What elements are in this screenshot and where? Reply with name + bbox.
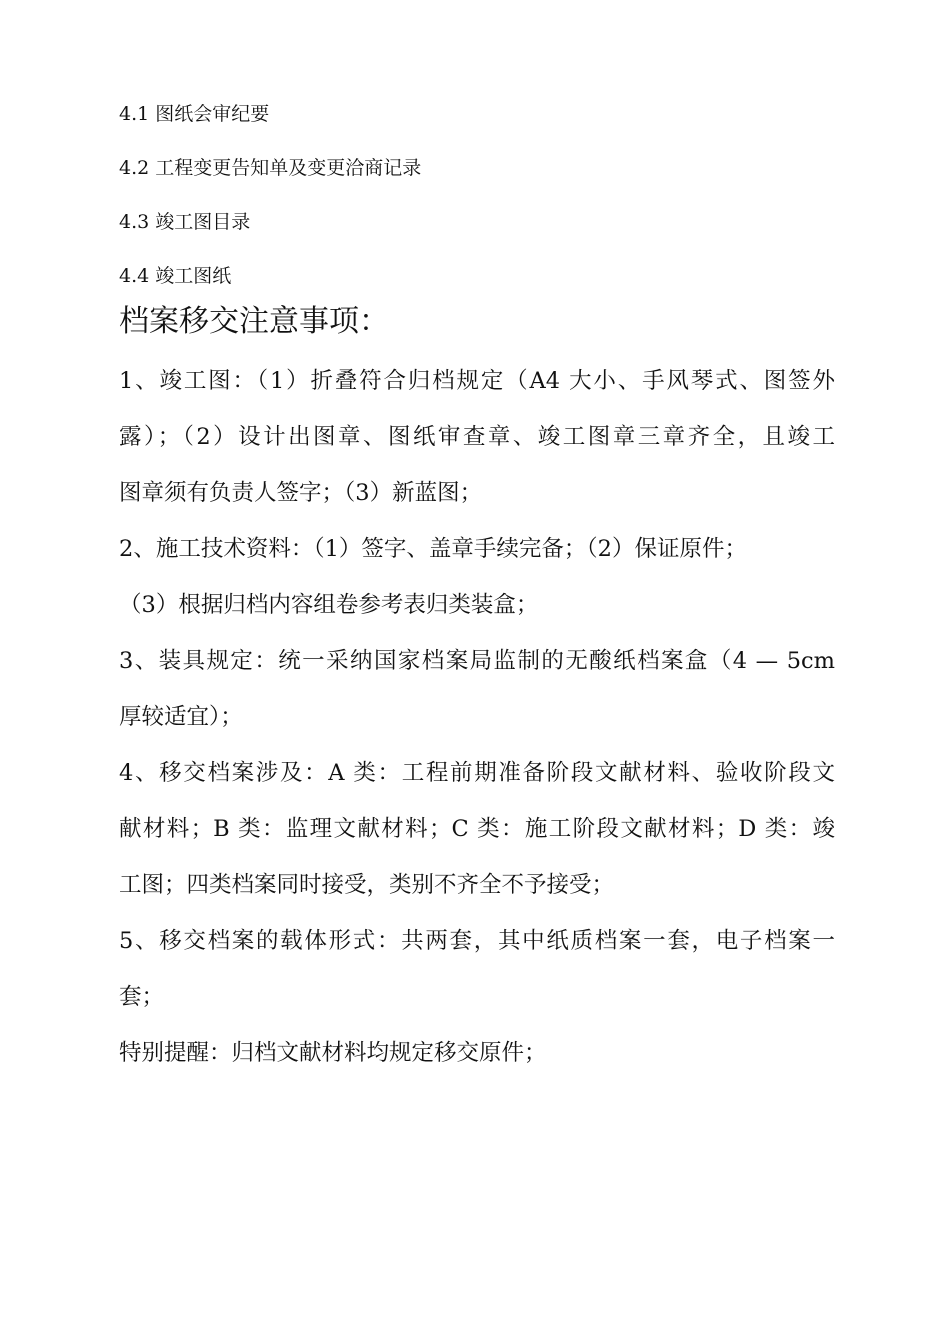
- paragraph-line: 5、移交档案的载体形式：共两套，其中纸质档案一套，电子档案一: [119, 928, 835, 954]
- paragraph-line: 献材料；B 类：监理文献材料；C 类：施工阶段文献材料；D 类：竣: [119, 816, 835, 842]
- paragraph-line: 1、竣工图：（1）折叠符合归档规定（A4 大小、手风琴式、图签外: [119, 368, 835, 394]
- paragraph-line: 厚较适宜）；: [119, 704, 243, 730]
- paragraph-line: 套；: [119, 984, 165, 1010]
- paragraph-line: 2、施工技术资料：（1）签字、盖章手续完备；（2）保证原件；: [119, 536, 747, 562]
- paragraph-line: 4、移交档案涉及：A 类：工程前期准备阶段文献材料、验收阶段文: [119, 760, 835, 786]
- toc-item-4-2: 4.2 工程变更告知单及变更洽商记录: [119, 157, 422, 179]
- paragraph-line: 露）；（2）设计出图章、图纸审查章、竣工图章三章齐全，且竣工: [119, 424, 835, 450]
- special-reminder: 特别提醒：归档文献材料均规定移交原件；: [119, 1040, 547, 1066]
- paragraph-line: 图章须有负责人签字；（3）新蓝图；: [119, 480, 483, 506]
- toc-item-4-4: 4.4 竣工图纸: [119, 265, 232, 287]
- toc-item-4-1: 4.1 图纸会审纪要: [119, 103, 270, 125]
- paragraph-line: 工图；四类档案同时接受，类别不齐全不予接受；: [119, 872, 615, 898]
- paragraph-line: 3、装具规定：统一采纳国家档案局监制的无酸纸档案盒（4 — 5cm: [119, 648, 835, 674]
- toc-item-4-3: 4.3 竣工图目录: [119, 211, 251, 233]
- section-heading: 档案移交注意事项：: [119, 304, 389, 339]
- paragraph-line: （3）根据归档内容组卷参考表归类装盒；: [119, 592, 539, 618]
